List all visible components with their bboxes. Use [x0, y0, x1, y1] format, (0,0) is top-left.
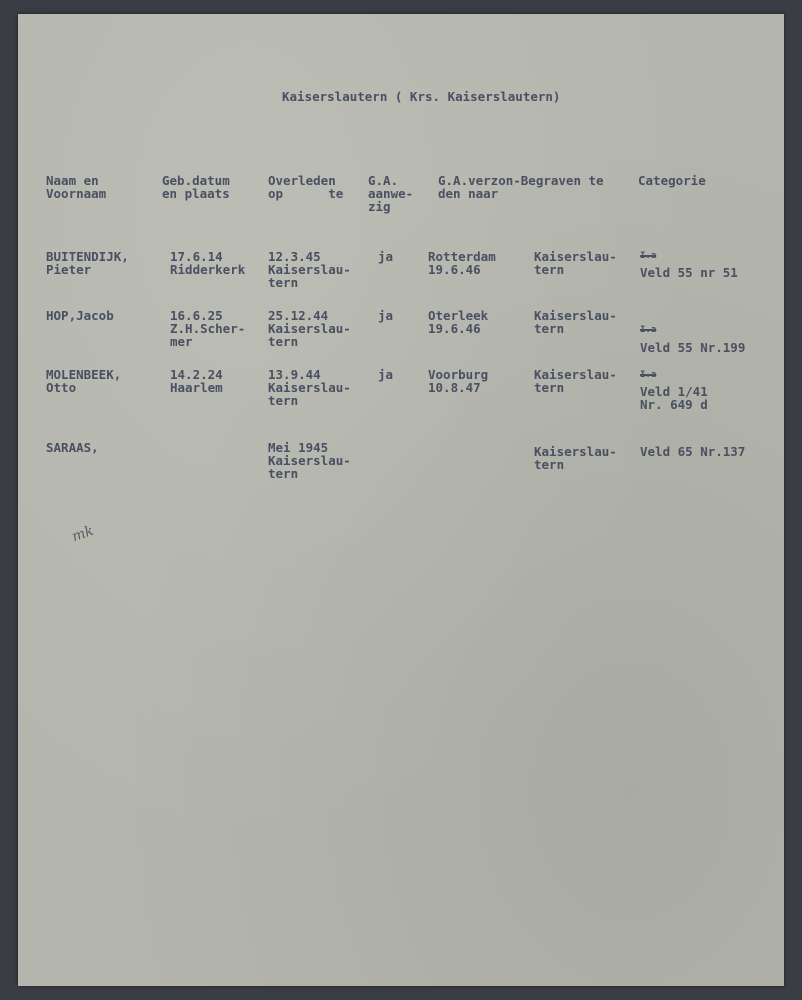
document-sheet: [18, 14, 784, 986]
header-name: Naam en Voornaam: [46, 173, 107, 201]
row3-sent: Voorburg 10.8.47: [428, 367, 489, 395]
row1-born: 17.6.14 Ridderkerk: [170, 249, 246, 277]
row3-name: MOLENBEEK, Otto: [46, 367, 122, 395]
row4-name: SARAAS,: [46, 440, 99, 455]
row2-name: HOP,Jacob: [46, 308, 114, 323]
row1-died: 12.3.45 Kaiserslau- tern: [268, 249, 351, 290]
row1-name: BUITENDIJK, Pieter: [46, 249, 129, 277]
row2-present: ja: [378, 308, 394, 323]
row2-category-struck: I.a: [640, 325, 657, 335]
row1-present: ja: [378, 249, 394, 264]
row2-buried: Kaiserslau- tern: [534, 308, 617, 336]
row3-category-struck: I.a: [640, 370, 657, 380]
row3-category: Veld 1/41 Nr. 649 d: [640, 384, 708, 412]
row1-buried: Kaiserslau- tern: [534, 249, 617, 277]
row1-category-struck: I.a: [640, 251, 657, 261]
row3-born: 14.2.24 Haarlem: [170, 367, 223, 395]
row4-died: Mei 1945 Kaiserslau- tern: [268, 440, 351, 481]
row1-sent: Rotterdam 19.6.46: [428, 249, 496, 277]
document-title: Kaiserslautern ( Krs. Kaiserslautern): [282, 89, 561, 104]
row3-buried: Kaiserslau- tern: [534, 367, 617, 395]
row2-category: Veld 55 Nr.199: [640, 340, 746, 355]
header-sent-buried: G.A.verzon-Begraven te den naar: [438, 173, 604, 201]
header-category: Categorie: [638, 173, 706, 188]
handwritten-mark: mk: [69, 522, 96, 546]
row4-buried: Kaiserslau- tern: [534, 444, 617, 472]
header-died: Overleden op te: [268, 173, 344, 201]
header-present: G.A. aanwe- zig: [368, 173, 414, 214]
row4-category: Veld 65 Nr.137: [640, 444, 746, 459]
row3-present: ja: [378, 367, 394, 382]
row3-died: 13.9.44 Kaiserslau- tern: [268, 367, 351, 408]
row2-sent: Oterleek 19.6.46: [428, 308, 489, 336]
row2-died: 25.12.44 Kaiserslau- tern: [268, 308, 351, 349]
row1-category: Veld 55 nr 51: [640, 265, 738, 280]
header-born: Geb.datum en plaats: [162, 173, 230, 201]
row2-born: 16.6.25 Z.H.Scher- mer: [170, 308, 246, 349]
